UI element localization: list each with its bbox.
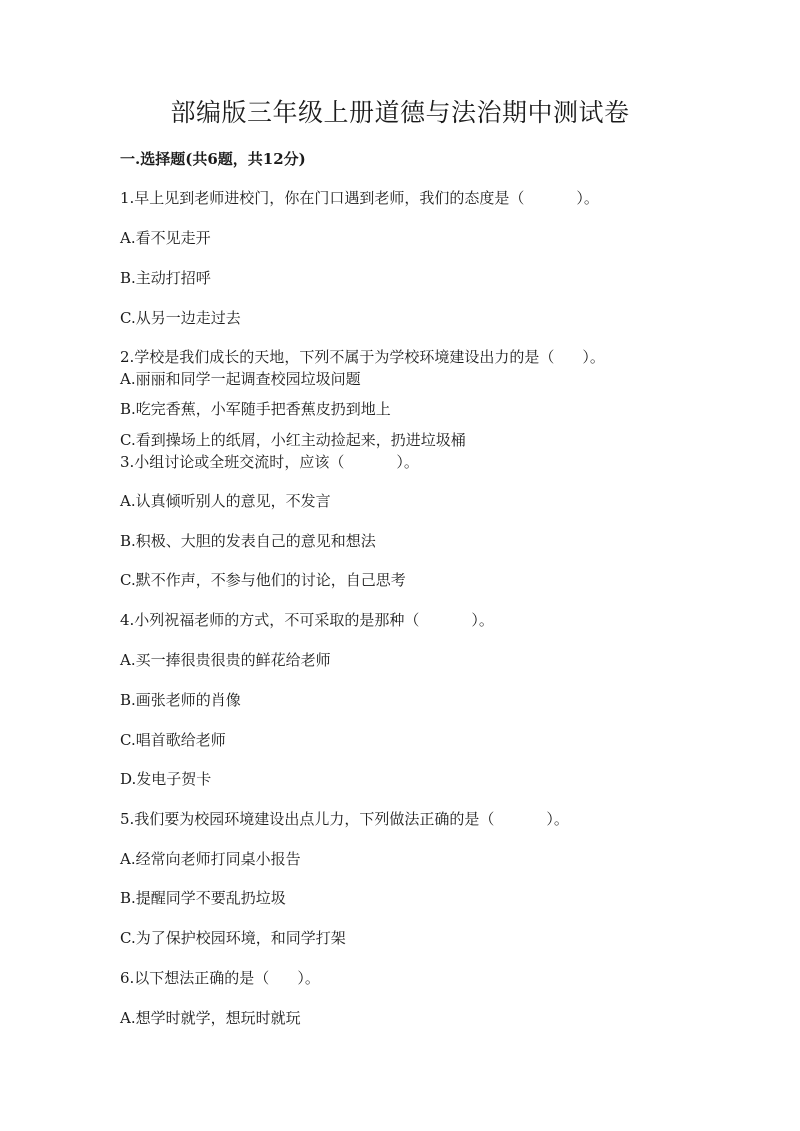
question-1-option-a: A.看不见走开 <box>120 229 211 247</box>
question-3-option-a: A.认真倾听别人的意见，不发言 <box>120 492 331 510</box>
question-6-stem <box>120 967 320 989</box>
question-stem-close: ）。 <box>576 189 599 207</box>
question-4-option-b: B.画张老师的肖像 <box>120 691 241 709</box>
question-5-option-b: B.提醒同学不要乱扔垃圾 <box>120 889 286 907</box>
question-stem-text: 4.小列祝福老师的方式，不可采取的是那种（ <box>120 611 420 629</box>
question-1-option-c: C.从另一边走过去 <box>120 309 241 327</box>
question-3-option-c: C.默不作声，不参与他们的讨论，自己思考 <box>120 571 406 589</box>
question-stem-text: 6.以下想法正确的是（ <box>120 969 270 987</box>
question-stem-close: ）。 <box>297 969 320 987</box>
question-1-option-b: B.主动打招呼 <box>120 269 211 287</box>
question-stem-close: ）。 <box>546 810 569 828</box>
question-2-option-a: A.丽丽和同学一起调查校园垃圾问题 <box>120 370 361 388</box>
question-2-stem <box>120 346 605 368</box>
question-stem-text: 1.早上见到老师进校门，你在门口遇到老师，我们的态度是（ <box>120 189 525 207</box>
question-1-stem <box>120 187 599 209</box>
question-stem-text: 3.小组讨论或全班交流时，应该（ <box>120 453 345 471</box>
question-5-stem <box>120 808 569 830</box>
question-stem-close: ）。 <box>582 348 605 366</box>
question-5-option-a: A.经常向老师打同桌小报告 <box>120 850 301 868</box>
question-4-stem <box>120 609 494 631</box>
section-heading: 一.选择题(共6题，共12分) <box>120 150 306 168</box>
question-stem-text: 5.我们要为校园环境建设出点儿力，下列做法正确的是（ <box>120 810 495 828</box>
question-3-option-b: B.积极、大胆的发表自己的意见和想法 <box>120 532 376 550</box>
question-6-option-a: A.想学时就学，想玩时就玩 <box>120 1009 301 1027</box>
question-2-option-c: C.看到操场上的纸屑，小红主动捡起来，扔进垃圾桶 <box>120 431 466 449</box>
question-4-option-d: D.发电子贺卡 <box>120 770 212 788</box>
question-stem-text: 2.学校是我们成长的天地，下列不属于为学校环境建设出力的是（ <box>120 348 555 366</box>
question-4-option-c: C.唱首歌给老师 <box>120 731 226 749</box>
page-title: 部编版三年级上册道德与法治期中测试卷 <box>170 98 630 127</box>
question-3-stem <box>120 451 419 473</box>
question-2-option-b: B.吃完香蕉，小军随手把香蕉皮扔到地上 <box>120 400 391 418</box>
question-4-option-a: A.买一捧很贵很贵的鲜花给老师 <box>120 651 331 669</box>
question-stem-close: ）。 <box>396 453 419 471</box>
question-5-option-c: C.为了保护校园环境，和同学打架 <box>120 929 346 947</box>
question-stem-close: ）。 <box>471 611 494 629</box>
